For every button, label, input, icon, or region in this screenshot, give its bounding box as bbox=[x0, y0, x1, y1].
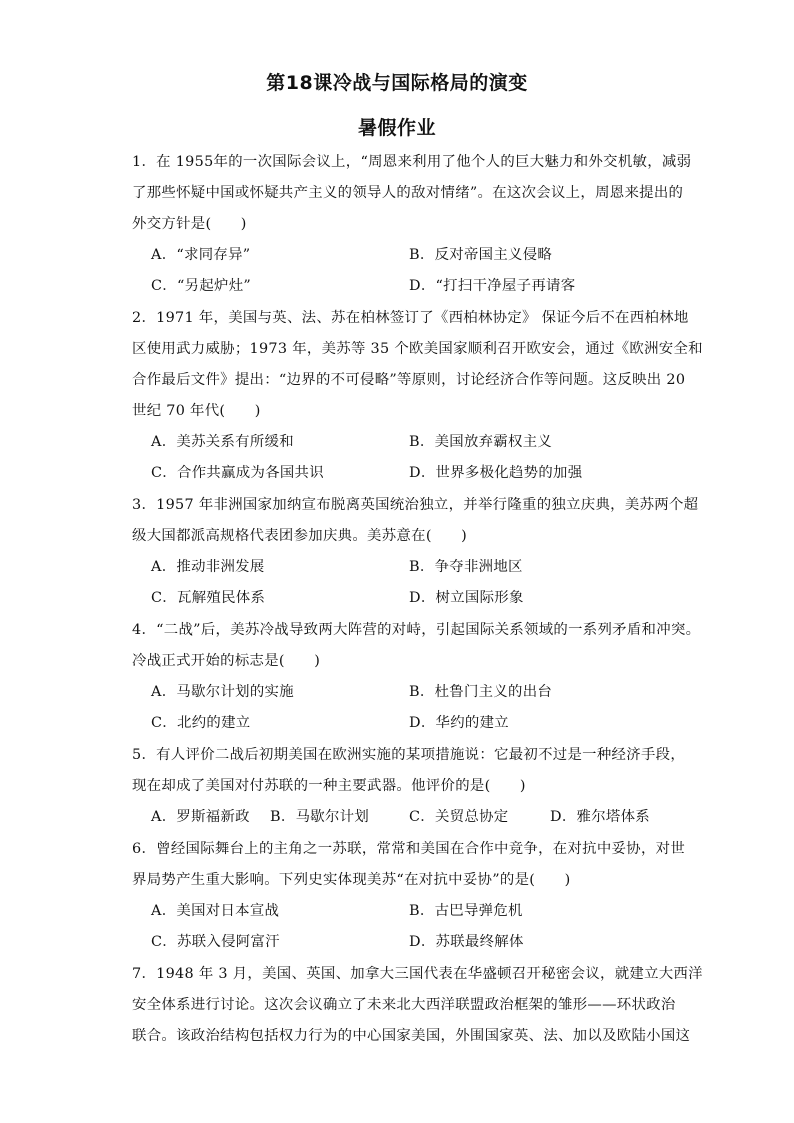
question-1-option-c: C．“另起炉灶” bbox=[151, 278, 252, 294]
question-4-line-1: 4．“二战”后，美苏冷战导致两大阵营的对峙，引起国际关系领域的一系列矛盾和冲突。 bbox=[132, 622, 701, 638]
question-1-line-3: 外交方针是( ) bbox=[132, 216, 247, 232]
question-1-option-a: A．“求同存异” bbox=[151, 247, 251, 263]
question-1-option-d: D．“打扫干净屋子再请客 bbox=[409, 278, 576, 294]
question-3-option-a: A．推动非洲发展 bbox=[151, 559, 265, 575]
question-5-option-a: A．罗斯福新政 bbox=[151, 809, 250, 825]
question-2-option-a: A．美苏关系有所缓和 bbox=[151, 434, 294, 450]
question-2-option-c: C．合作共赢成为各国共识 bbox=[151, 465, 324, 481]
question-5-option-d: D．雅尔塔体系 bbox=[550, 809, 650, 825]
question-6-option-b: B．古巴导弹危机 bbox=[409, 903, 523, 919]
question-6-option-a: A．美国对日本宣战 bbox=[151, 903, 280, 919]
homework-subtitle: 暑假作业 bbox=[357, 117, 436, 139]
question-4-option-d: D．华约的建立 bbox=[409, 715, 509, 731]
question-1-line-2: 了那些怀疑中国或怀疑共产主义的领导人的敌对情绪”。在这次会议上，周恩来提出的 bbox=[132, 185, 684, 201]
question-5-line-2: 现在却成了美国对付苏联的一种主要武器。他评价的是( ) bbox=[132, 778, 526, 794]
question-2-option-d: D．世界多极化趋势的加强 bbox=[409, 465, 583, 481]
question-4-option-b: B．杜鲁门主义的出台 bbox=[409, 684, 553, 700]
question-6-line-2: 界局势产生重大影响。下列史实体现美苏“在对抗中妥协”的是( ) bbox=[132, 872, 571, 888]
question-4-option-c: C．北约的建立 bbox=[151, 715, 251, 731]
lesson-title: 第18课冷战与国际格局的演变 bbox=[266, 72, 528, 94]
question-3-option-c: C．瓦解殖民体系 bbox=[151, 590, 266, 606]
question-2-line-3: 合作最后文件》提出：“边界的不可侵略”等原则，讨论经济合作等问题。这反映出 20 bbox=[132, 372, 686, 388]
question-1-option-b: B．反对帝国主义侵略 bbox=[409, 247, 553, 263]
question-6-option-d: D．苏联最终解体 bbox=[409, 934, 524, 950]
question-2-line-1: 2．1971 年，美国与英、法、苏在柏林签订了《西柏林协定》 保证今后不在西柏林地 bbox=[132, 310, 689, 326]
question-3-line-1: 3．1957 年非洲国家加纳宣布脱离英国统治独立，并举行隆重的独立庆典，美苏两个超 bbox=[132, 497, 699, 513]
question-3-option-d: D．树立国际形象 bbox=[409, 590, 524, 606]
question-2-line-4: 世纪 70 年代( ) bbox=[132, 403, 261, 419]
question-7-line-1: 7．1948 年 3 月，美国、英国、加拿大三国代表在华盛顿召开秘密会议，就建立大西洋 bbox=[132, 966, 703, 982]
question-2-option-b: B．美国放弃霸权主义 bbox=[409, 434, 553, 450]
question-7-line-2: 安全体系进行讨论。这次会议确立了未来北大西洋联盟政治框架的雏形——环状政治 bbox=[132, 997, 676, 1013]
question-5-option-b: B．马歇尔计划 bbox=[270, 809, 370, 825]
question-5-option-c: C．关贸总协定 bbox=[409, 809, 509, 825]
question-4-option-a: A．马歇尔计划的实施 bbox=[151, 684, 294, 700]
question-3-option-b: B．争夺非洲地区 bbox=[409, 559, 523, 575]
question-1-line-1: 1．在 1955年的一次国际会议上，“周恩来利用了他个人的巨大魅力和外交机敏，减弱 bbox=[132, 154, 692, 170]
question-6-line-1: 6．曾经国际舞台上的主角之一苏联，常常和美国在合作中竞争，在对抗中妥协，对世 bbox=[132, 841, 686, 857]
question-4-line-2: 冷战正式开始的标志是( ) bbox=[132, 653, 321, 669]
question-2-line-2: 区使用武力威胁；1973 年，美苏等 35 个欧美国家顺利召开欧安会，通过《欧洲安全和 bbox=[132, 341, 703, 357]
question-5-line-1: 5．有人评价二战后初期美国在欧洲实施的某项措施说：它最初不过是一种经济手段， bbox=[132, 747, 686, 763]
question-7-line-3: 联合。该政治结构包括权力行为的中心国家美国，外围国家英、法、加以及欧陆小国这 bbox=[132, 1028, 691, 1044]
question-3-line-2: 级大国都派高规格代表团参加庆典。美苏意在( ) bbox=[132, 528, 468, 544]
question-6-option-c: C．苏联入侵阿富汗 bbox=[151, 934, 280, 950]
